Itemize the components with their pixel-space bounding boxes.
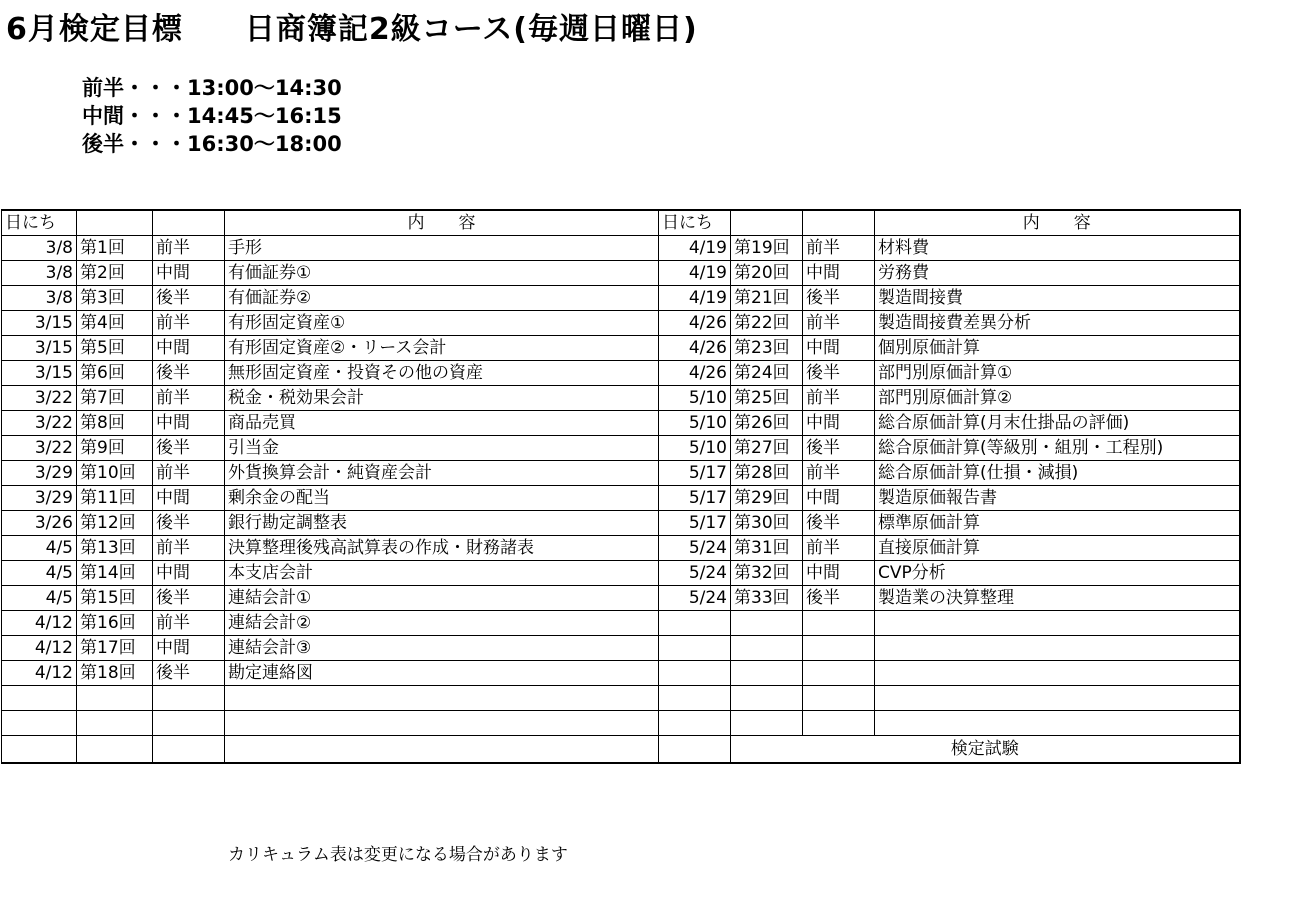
lesson-number-cell: 第12回 xyxy=(77,511,153,536)
session-times xyxy=(82,74,342,158)
content-cell xyxy=(225,711,659,736)
session-cell: 後半 xyxy=(803,286,875,311)
session-cell xyxy=(803,686,875,711)
table-row xyxy=(2,661,1240,686)
session-cell: 中間 xyxy=(803,261,875,286)
table-row xyxy=(2,411,1240,436)
date-cell: 3/22 xyxy=(2,436,77,461)
lesson-number-cell: 第24回 xyxy=(731,361,803,386)
table-row xyxy=(2,611,1240,636)
content-cell: 有価証券② xyxy=(225,286,659,311)
session-cell xyxy=(153,711,225,736)
curriculum-note: カリキュラム表は変更になる場合があります xyxy=(228,845,568,865)
date-cell xyxy=(659,661,731,686)
date-cell: 4/5 xyxy=(2,536,77,561)
content-cell: 材料費 xyxy=(875,236,1240,261)
session-cell: 中間 xyxy=(153,336,225,361)
date-cell xyxy=(659,636,731,661)
date-cell: 3/22 xyxy=(2,386,77,411)
lesson-number-cell: 第10回 xyxy=(77,461,153,486)
content-cell: 直接原価計算 xyxy=(875,536,1240,561)
date-cell: 4/5 xyxy=(2,586,77,611)
lesson-number-cell: 第9回 xyxy=(77,436,153,461)
table-header-row xyxy=(2,210,1240,236)
table-row xyxy=(2,461,1240,486)
date-cell: 3/15 xyxy=(2,311,77,336)
session-cell xyxy=(803,611,875,636)
table-row xyxy=(2,436,1240,461)
date-cell: 4/26 xyxy=(659,361,731,386)
session-time-first: 前半・・・13:00～14:30 xyxy=(82,76,342,100)
date-cell: 5/10 xyxy=(659,436,731,461)
session-cell: 中間 xyxy=(803,486,875,511)
date-cell: 4/26 xyxy=(659,336,731,361)
content-cell: 引当金 xyxy=(225,436,659,461)
content-cell: 連結会計② xyxy=(225,611,659,636)
lesson-number-cell: 第29回 xyxy=(731,486,803,511)
session-cell: 前半 xyxy=(803,236,875,261)
session-cell: 後半 xyxy=(153,661,225,686)
lesson-number-cell: 第15回 xyxy=(77,586,153,611)
session-cell: 後半 xyxy=(803,586,875,611)
date-cell xyxy=(659,711,731,736)
session-cell xyxy=(803,711,875,736)
lesson-number-cell: 第26回 xyxy=(731,411,803,436)
content-cell: 勘定連絡図 xyxy=(225,661,659,686)
content-cell: 製造原価報告書 xyxy=(875,486,1240,511)
session-cell: 前半 xyxy=(153,311,225,336)
date-cell: 3/29 xyxy=(2,461,77,486)
session-cell: 前半 xyxy=(803,386,875,411)
content-cell xyxy=(875,611,1240,636)
session-cell: 中間 xyxy=(153,561,225,586)
content-cell: 有形固定資産① xyxy=(225,311,659,336)
lesson-number-cell: 第1回 xyxy=(77,236,153,261)
date-cell: 4/12 xyxy=(2,611,77,636)
table-row xyxy=(2,236,1240,261)
table-row xyxy=(2,261,1240,286)
content-cell: 有形固定資産②・リース会計 xyxy=(225,336,659,361)
date-cell: 4/26 xyxy=(659,311,731,336)
header-content-left: 内 容 xyxy=(225,210,659,236)
lesson-number-cell xyxy=(731,611,803,636)
lesson-number-cell: 第13回 xyxy=(77,536,153,561)
table-row xyxy=(2,386,1240,411)
lesson-number-cell: 第17回 xyxy=(77,636,153,661)
lesson-number-cell: 第27回 xyxy=(731,436,803,461)
lesson-number-cell: 第3回 xyxy=(77,286,153,311)
content-cell: 部門別原価計算② xyxy=(875,386,1240,411)
content-cell: 総合原価計算(仕損・減損) xyxy=(875,461,1240,486)
session-cell: 後半 xyxy=(153,436,225,461)
lesson-number-cell: 第32回 xyxy=(731,561,803,586)
session-cell xyxy=(803,661,875,686)
session-cell: 中間 xyxy=(803,336,875,361)
table-row xyxy=(2,736,1240,764)
content-cell: 商品売買 xyxy=(225,411,659,436)
header-blank xyxy=(153,210,225,236)
content-cell: 連結会計③ xyxy=(225,636,659,661)
date-cell: 5/24 xyxy=(659,561,731,586)
lesson-number-cell: 第18回 xyxy=(77,661,153,686)
date-cell xyxy=(659,611,731,636)
content-cell: 総合原価計算(月末仕掛品の評価) xyxy=(875,411,1240,436)
lesson-number-cell xyxy=(731,686,803,711)
table-row xyxy=(2,711,1240,736)
lesson-number-cell: 第20回 xyxy=(731,261,803,286)
date-cell: 3/8 xyxy=(2,236,77,261)
date-cell: 5/17 xyxy=(659,461,731,486)
content-cell: 製造間接費差異分析 xyxy=(875,311,1240,336)
session-cell: 後半 xyxy=(803,361,875,386)
lesson-number-cell: 第30回 xyxy=(731,511,803,536)
table-row xyxy=(2,686,1240,711)
lesson-number-cell xyxy=(731,636,803,661)
lesson-number-cell: 第28回 xyxy=(731,461,803,486)
date-cell: 3/15 xyxy=(2,361,77,386)
lesson-number-cell: 第21回 xyxy=(731,286,803,311)
content-cell: 税金・税効果会計 xyxy=(225,386,659,411)
date-cell: 3/8 xyxy=(2,261,77,286)
content-cell: 連結会計① xyxy=(225,586,659,611)
date-cell: 4/19 xyxy=(659,286,731,311)
date-cell: 3/29 xyxy=(2,486,77,511)
lesson-number-cell: 第8回 xyxy=(77,411,153,436)
session-cell: 前半 xyxy=(153,461,225,486)
date-cell: 4/19 xyxy=(659,261,731,286)
session-cell: 前半 xyxy=(803,536,875,561)
content-cell: 有価証券① xyxy=(225,261,659,286)
lesson-number-cell: 第14回 xyxy=(77,561,153,586)
table-row xyxy=(2,561,1240,586)
date-cell: 5/17 xyxy=(659,486,731,511)
date-cell xyxy=(659,686,731,711)
session-cell: 後半 xyxy=(153,361,225,386)
date-cell xyxy=(2,686,77,711)
lesson-number-cell xyxy=(77,711,153,736)
date-cell: 5/10 xyxy=(659,411,731,436)
lesson-number-cell: 第16回 xyxy=(77,611,153,636)
lesson-number-cell: 第6回 xyxy=(77,361,153,386)
session-cell: 前半 xyxy=(803,461,875,486)
content-cell: 銀行勘定調整表 xyxy=(225,511,659,536)
content-cell: 外貨換算会計・純資産会計 xyxy=(225,461,659,486)
lesson-number-cell xyxy=(77,686,153,711)
table-row xyxy=(2,286,1240,311)
lesson-number-cell: 第31回 xyxy=(731,536,803,561)
exam-cell: 検定試験 xyxy=(731,736,1240,764)
content-cell: 個別原価計算 xyxy=(875,336,1240,361)
lesson-number-cell: 第5回 xyxy=(77,336,153,361)
table-row xyxy=(2,336,1240,361)
content-cell xyxy=(225,686,659,711)
session-cell xyxy=(803,636,875,661)
session-cell: 中間 xyxy=(153,636,225,661)
lesson-number-cell: 第22回 xyxy=(731,311,803,336)
table-row xyxy=(2,361,1240,386)
content-cell: 製造間接費 xyxy=(875,286,1240,311)
lesson-number-cell: 第23回 xyxy=(731,336,803,361)
date-cell: 3/15 xyxy=(2,336,77,361)
lesson-number-cell xyxy=(731,711,803,736)
empty-cell xyxy=(153,736,225,764)
content-cell: 決算整理後残高試算表の作成・財務諸表 xyxy=(225,536,659,561)
content-cell: 無形固定資産・投資その他の資産 xyxy=(225,361,659,386)
session-cell: 中間 xyxy=(153,261,225,286)
empty-cell xyxy=(77,736,153,764)
table-row xyxy=(2,311,1240,336)
session-cell: 後半 xyxy=(153,586,225,611)
table-row xyxy=(2,586,1240,611)
empty-cell xyxy=(225,736,659,764)
session-cell: 後半 xyxy=(803,436,875,461)
session-cell: 後半 xyxy=(153,511,225,536)
date-cell: 4/19 xyxy=(659,236,731,261)
content-cell: 製造業の決算整理 xyxy=(875,586,1240,611)
session-cell: 前半 xyxy=(153,236,225,261)
header-date-left: 日にち xyxy=(2,210,77,236)
lesson-number-cell: 第25回 xyxy=(731,386,803,411)
header-blank xyxy=(731,210,803,236)
session-cell: 中間 xyxy=(803,411,875,436)
lesson-number-cell: 第33回 xyxy=(731,586,803,611)
header-blank xyxy=(77,210,153,236)
date-cell: 4/5 xyxy=(2,561,77,586)
header-blank xyxy=(803,210,875,236)
lesson-number-cell: 第2回 xyxy=(77,261,153,286)
session-cell: 中間 xyxy=(803,561,875,586)
table-row xyxy=(2,636,1240,661)
lesson-number-cell xyxy=(731,661,803,686)
content-cell: 標準原価計算 xyxy=(875,511,1240,536)
session-time-last: 後半・・・16:30～18:00 xyxy=(82,132,342,156)
content-cell: 本支店会計 xyxy=(225,561,659,586)
content-cell xyxy=(875,711,1240,736)
session-cell: 中間 xyxy=(153,411,225,436)
date-cell xyxy=(2,711,77,736)
date-cell: 3/26 xyxy=(2,511,77,536)
date-cell: 5/10 xyxy=(659,386,731,411)
date-cell: 5/24 xyxy=(659,586,731,611)
session-cell xyxy=(153,686,225,711)
header-content-right: 内 容 xyxy=(875,210,1240,236)
content-cell: 剰余金の配当 xyxy=(225,486,659,511)
content-cell: 総合原価計算(等級別・組別・工程別) xyxy=(875,436,1240,461)
session-cell: 後半 xyxy=(803,511,875,536)
header-date-right: 日にち xyxy=(659,210,731,236)
content-cell: 部門別原価計算① xyxy=(875,361,1240,386)
session-cell: 前半 xyxy=(803,311,875,336)
session-cell: 前半 xyxy=(153,386,225,411)
content-cell xyxy=(875,686,1240,711)
lesson-number-cell: 第4回 xyxy=(77,311,153,336)
lesson-number-cell: 第7回 xyxy=(77,386,153,411)
date-cell: 3/22 xyxy=(2,411,77,436)
session-cell: 前半 xyxy=(153,611,225,636)
session-cell: 後半 xyxy=(153,286,225,311)
table-row xyxy=(2,511,1240,536)
content-cell xyxy=(875,661,1240,686)
table-row xyxy=(2,486,1240,511)
session-cell: 中間 xyxy=(153,486,225,511)
empty-cell xyxy=(659,736,731,764)
content-cell: CVP分析 xyxy=(875,561,1240,586)
session-cell: 前半 xyxy=(153,536,225,561)
schedule-table xyxy=(1,209,1241,764)
content-cell: 手形 xyxy=(225,236,659,261)
page-title: 6月検定目標 日商簿記2級コース(毎週日曜日) xyxy=(6,12,698,47)
content-cell xyxy=(875,636,1240,661)
table-row xyxy=(2,536,1240,561)
content-cell: 労務費 xyxy=(875,261,1240,286)
date-cell: 5/24 xyxy=(659,536,731,561)
date-cell: 5/17 xyxy=(659,511,731,536)
session-time-middle: 中間・・・14:45～16:15 xyxy=(82,104,342,128)
date-cell: 4/12 xyxy=(2,636,77,661)
lesson-number-cell: 第11回 xyxy=(77,486,153,511)
date-cell: 3/8 xyxy=(2,286,77,311)
lesson-number-cell: 第19回 xyxy=(731,236,803,261)
date-cell: 4/12 xyxy=(2,661,77,686)
empty-cell xyxy=(2,736,77,764)
